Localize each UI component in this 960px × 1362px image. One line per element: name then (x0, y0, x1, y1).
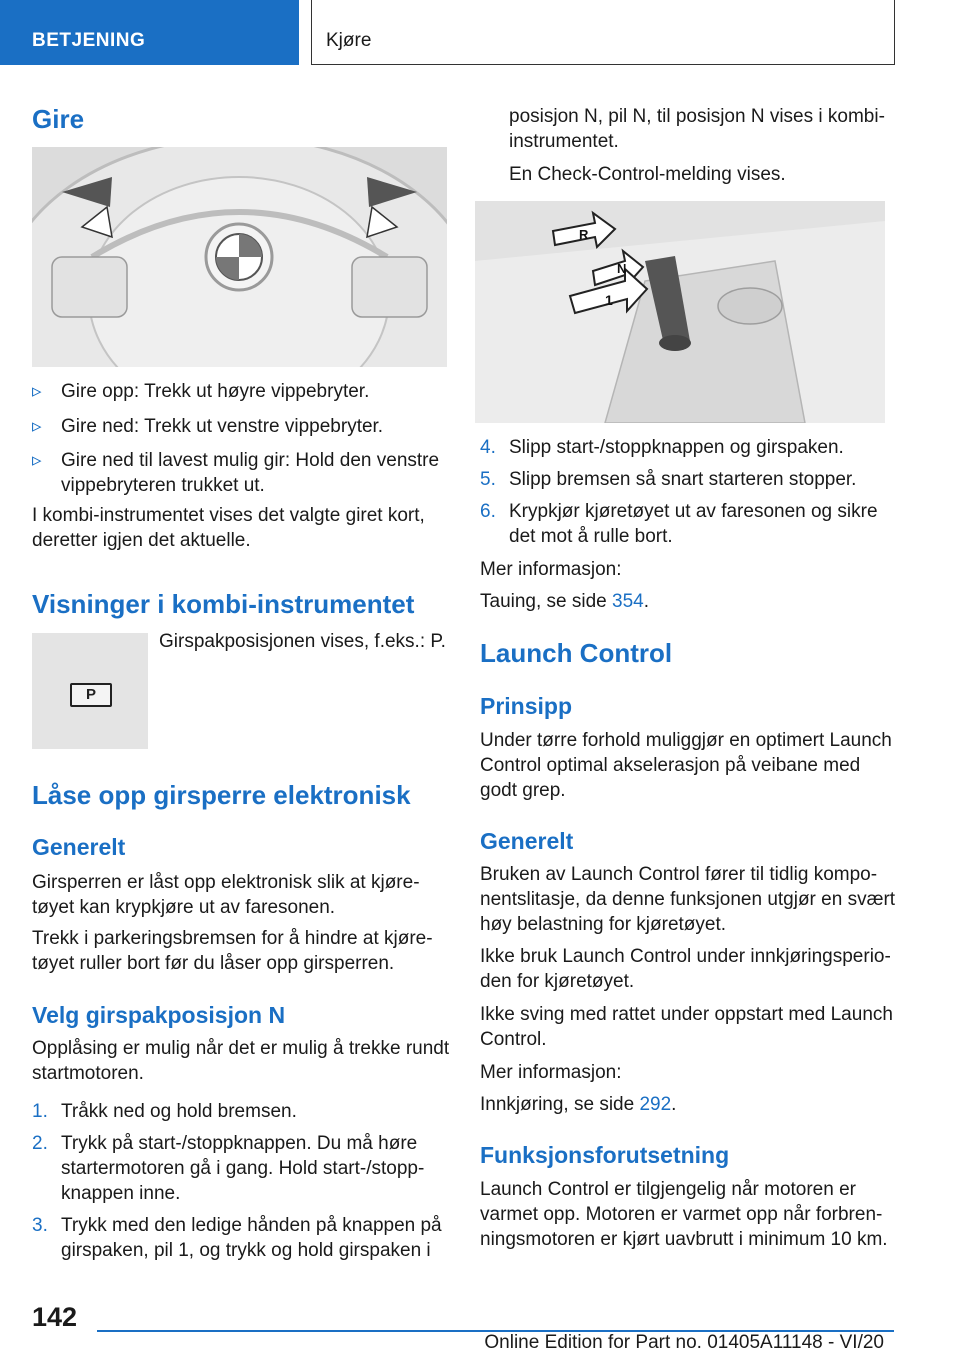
generelt-paragraph-1: Girsperren er låst opp elektronisk slik at kjøretøyet kan krypkjøre ut av faresonen. (32, 872, 420, 918)
arrow-label-r: R (579, 227, 589, 242)
step3-continuation: posisjon N, pil N, til posisjon N vises i kombiinstrumentet. (509, 106, 885, 152)
prinsipp-heading: Prinsipp (480, 693, 573, 719)
triangle-right-icon: ▹ (32, 381, 42, 402)
section-tab: BETJENING (0, 0, 299, 65)
generelt-heading: Generelt (32, 834, 126, 860)
innkjoring-page-link[interactable]: 292 (639, 1094, 672, 1115)
gear-selector-image (475, 201, 885, 423)
triangle-right-icon: ▹ (32, 450, 42, 471)
arrow-label-1: 1 (605, 292, 613, 308)
mer-informasjon-label: Mer informasjon: (480, 559, 622, 580)
generelt-right-paragraph-3: Ikke sving med rattet under oppstart med Launch Control. (480, 1004, 893, 1050)
gire-paragraph: I kombi-instrumentet vises det valgte giret kort, deretter igjen det aktuelle. (32, 505, 425, 551)
step-item: 6. Krypkjør kjøretøyet ut av faresonen og sikre det mot å rulle bort. (480, 501, 878, 547)
step-item: 3. Trykk med den ledige hånden på knappen på girspaken, pil 1, og trykk og hold girspaken i (32, 1215, 442, 1261)
gear-display-image (32, 633, 148, 749)
arrow-label-n: N (617, 261, 627, 276)
generelt-heading-right: Generelt (480, 828, 574, 854)
page-number: 142 (32, 1302, 78, 1332)
innkjoring-reference: Innkjøring, se side 292. (480, 1094, 677, 1115)
step-item: 4. Slipp start-/stoppknappen og girspaken. (480, 437, 844, 458)
generelt-right-paragraph-2: Ikke bruk Launch Control under innkjøringsperioden for kjøretøyet. (480, 946, 891, 992)
launch-control-heading: Launch Control (480, 638, 673, 668)
velg-paragraph: Opplåsing er mulig når det er mulig å trekke rundt startmotoren. (32, 1038, 450, 1084)
funksjonsforutsetning-paragraph: Launch Control er tilgjengelig når motoren er varmet opp. Motoren er varmet opp når forbrenningsmotoren er kjørt uavbrutt i minimum 10 km. (480, 1179, 888, 1250)
laase-heading: Låse opp girsperre elektronisk (32, 780, 411, 810)
visninger-heading: Visninger i kombi-instrumentet (32, 589, 415, 619)
step-item: 1. Tråkk ned og hold bremsen. (32, 1101, 297, 1122)
visninger-text: Girspakposisjonen vises, f.eks.: P. (159, 631, 446, 652)
chapter-tab: Kjøre (311, 0, 895, 65)
generelt-paragraph-2: Trekk i parkeringsbremsen for å hindre at kjøretøyet ruller bort før du låser opp girsperren. (32, 928, 433, 974)
step-item: 5. Slipp bremsen så snart starteren stopper. (480, 469, 857, 490)
mer-informasjon-label-2: Mer informasjon: (480, 1062, 622, 1083)
list-item: ▹ Gire opp: Trekk ut høyre vippebryter. (32, 381, 370, 402)
gear-display-symbol: P (70, 683, 112, 707)
list-item: ▹ Gire ned til lavest mulig gir: Hold den venstre vippebryteren trukket ut. (32, 450, 440, 496)
tauing-page-link[interactable]: 354 (612, 591, 644, 612)
prinsipp-paragraph: Under tørre forhold muliggjør en optimert Launch Control optimal akselerasjon på veibane med godt grep. (480, 730, 892, 801)
velg-heading: Velg girspakposisjon N (32, 1002, 286, 1028)
tauing-reference: Tauing, se side 354. (480, 591, 650, 612)
check-control-text: En Check-Control-melding vises. (509, 164, 786, 185)
list-item: ▹ Gire ned: Trekk ut venstre vippebryter. (32, 416, 384, 437)
generelt-right-paragraph-1: Bruken av Launch Control fører til tidlig komponentslitasje, da denne funksjonen utgjør en svært høy belastning for kjøretøyet. (480, 864, 896, 935)
gire-heading: Gire (32, 104, 85, 134)
funksjonsforutsetning-heading: Funksjonsforutsetning (480, 1142, 730, 1168)
edition-note: Online Edition for Part no. 01405A11148 - VI/20 (484, 1332, 884, 1353)
triangle-right-icon: ▹ (32, 416, 42, 437)
step-item: 2. Trykk på start-/stoppknappen. Du må høre startermotoren gå i gang. Hold start-/stoppknappen inne. (32, 1133, 425, 1204)
steering-wheel-image (32, 147, 447, 367)
